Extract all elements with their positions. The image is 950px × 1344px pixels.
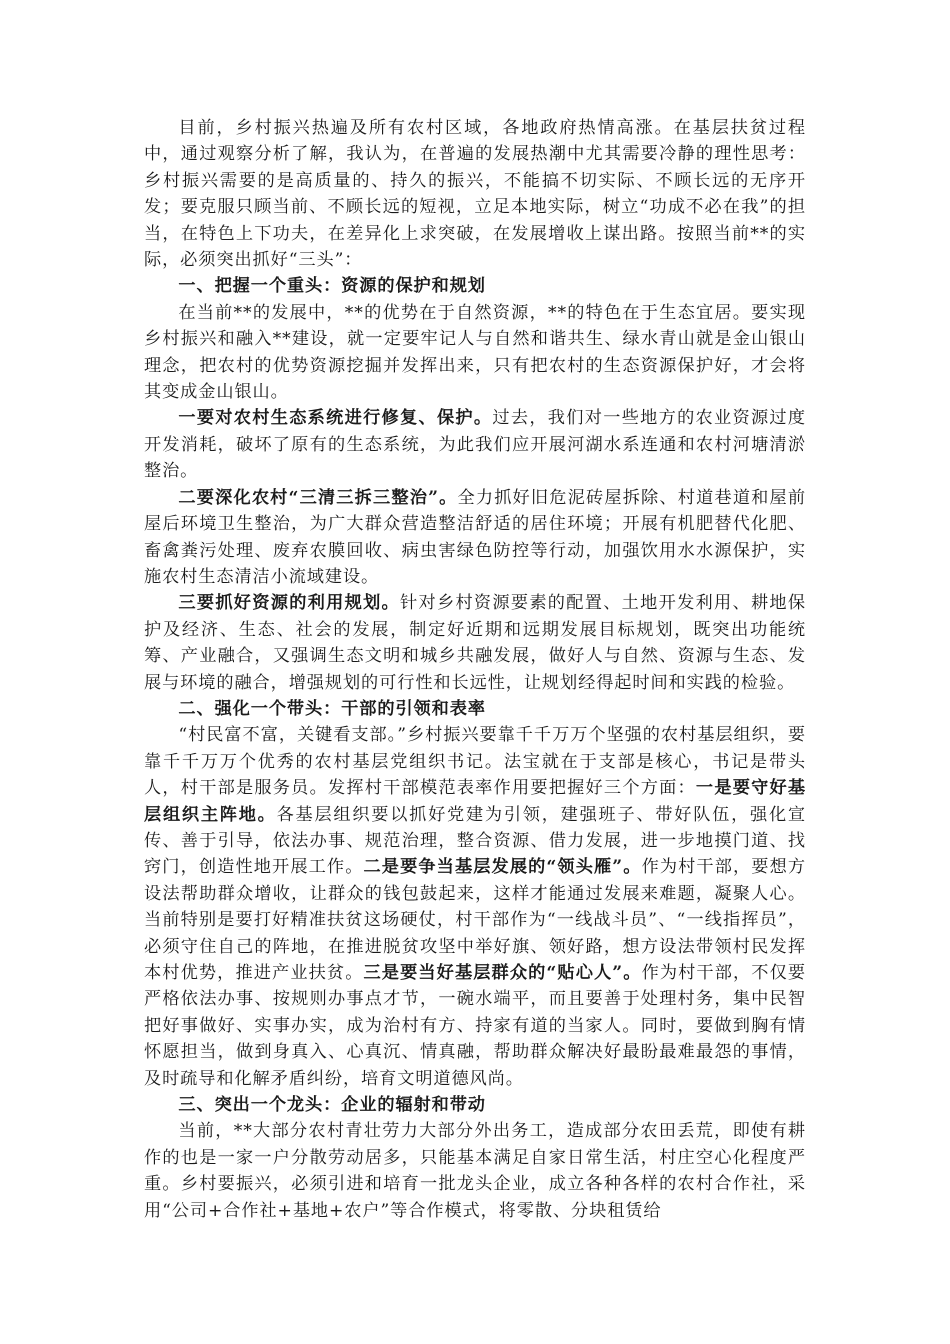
section2-point-1-title: 一是要守好基层组织主阵地。 — [144, 778, 806, 825]
section2-text-b: 各基层组织要以抓好党建为引领，建强班子、带好队伍，强化宣传、善于引导，依法办事、规范治理，整合资源、借力发展，进一步地摸门道、找窍门，创造性地开展工作。 — [144, 804, 806, 878]
section1-point-1-text: 过去，我们对一些地方的农业资源过度开发消耗，破坏了原有的生态系统，为此我们应开展河湖水系连通和农村河塘清淤整治。 — [144, 408, 806, 482]
section1-paragraph-1: 在当前**的发展中，**的优势在于自然资源，**的特色在于生态宜居。要实现乡村振兴和融入**建设，就一定要牢记人与自然和谐共生、绿水青山就是金山银山理念，把农村的优势资源挖掘并发挥出来，只有把农村的生态资源保护好，才会将其变成金山银山。 — [144, 302, 806, 403]
intro-paragraph: 目前，乡村振兴热遍及所有农村区域，各地政府热情高涨。在基层扶贫过程中，通过观察分析了解，我认为，在普遍的发展热潮中尤其需要冷静的理性思考：乡村振兴需要的是高质量的、持久的振兴，不能搞不切实际、不顾长远的无序开发；要克服只顾当前、不顾长远的短视，立足本地实际，树立“功成不必在我”的担当，在特色上下功夫，在差异化上求突破，在发展增收上谋出路。按照当前**的实际，必须突出抓好“三头”： — [144, 118, 806, 271]
section2-text-a: “村民富不富，关键看支部。”乡村振兴要靠千千万万个坚强的农村基层组织，要靠千千万万个优秀的农村基层党组织书记。法宝就在于支部是核心，书记是带头人，村干部是服务员。发挥村干部模范表率作用要把握好三个方面： — [144, 725, 806, 799]
section2-point-3-title: 三是要当好基层群众的“贴心人”。 — [363, 963, 642, 983]
section2-heading: 二、强化一个带头：干部的引领和表率 — [178, 698, 486, 719]
section1-paragraph-3 — [144, 485, 806, 591]
section2-text-d: 作为村干部，不仅要严格依法办事、按规则办事点才节，一碗水端平，而且要善于处理村务，集中民智把好事做好、实事办实，成为治村有方、持家有道的当家人。同时，要做到胸有情怀愿担当，做到身真入、心真沉、情真融，帮助群众解决好最盼最难最怨的事情，及时疏导和化解矛盾纠纷，培育文明道德风尚。 — [144, 963, 806, 1089]
section1-heading: 一、把握一个重头：资源的保护和规划 — [178, 276, 486, 297]
section3-paragraph-1: 当前，**大部分农村青壮劳力大部分外出务工，造成部分农田丢荒，即使有耕作的也是一家一户分散劳动居多，只能基本满足自家日常生活，村庄空心化程度严重。乡村要振兴，必须引进和培育一批龙头企业，成立各种各样的农村合作社，采用“公司+合作社+基地+农户”等合作模式，将零散、分块租赁给 — [144, 1121, 806, 1221]
section3-heading: 三、突出一个龙头：企业的辐射和带动 — [178, 1095, 486, 1116]
section1-point-2-title: 二要深化农村“三清三拆三整治”。 — [178, 487, 458, 508]
document-body — [144, 115, 806, 1224]
section1-point-3-text: 针对乡村资源要素的配置、土地开发利用、耕地保护及经济、生态、社会的发展，制定好近期和远期发展目标规划，既突出功能统筹、产业融合，又强调生态文明和城乡共融发展，做好人与自然、资源与生态、发展与环境的融合，增强规划的可行性和长远性，让规划经得起时间和实践的检验。 — [144, 593, 806, 693]
section2-paragraph-1 — [144, 722, 806, 1092]
section2-point-2-title: 二是要争当基层发展的“领头雁”。 — [363, 857, 642, 878]
section1-point-1-title: 一要对农村生态系统进行修复、保护。 — [178, 408, 493, 429]
section1-paragraph-2 — [144, 405, 806, 484]
section1-point-2-text: 全力抓好旧危泥砖屋拆除、村道巷道和屋前屋后环境卫生整治，为广大群众营造整洁舒适的居住环境；开展有机肥替代化肥、畜禽粪污处理、废弃农膜回收、病虫害绿色防控等行动，加强饮用水水源保护，实施农村生态清洁小流域建设。 — [144, 487, 806, 587]
section1-point-3-title: 三要抓好资源的利用规划。 — [178, 593, 401, 614]
section2-text-c: 作为村干部，要想方设法帮助群众增收，让群众的钱包鼓起来，这样才能通过发展来难题，凝聚人心。当前特别是要打好精准扶贫这场硬仗，村干部作为“一线战斗员”、“一线指挥员”，必须守住自己的阵地，在推进脱贫攻坚中举好旗、领好路，想方设法带领村民发挥本村优势，推进产业扶贫。 — [144, 857, 806, 983]
section1-paragraph-4 — [144, 590, 806, 696]
